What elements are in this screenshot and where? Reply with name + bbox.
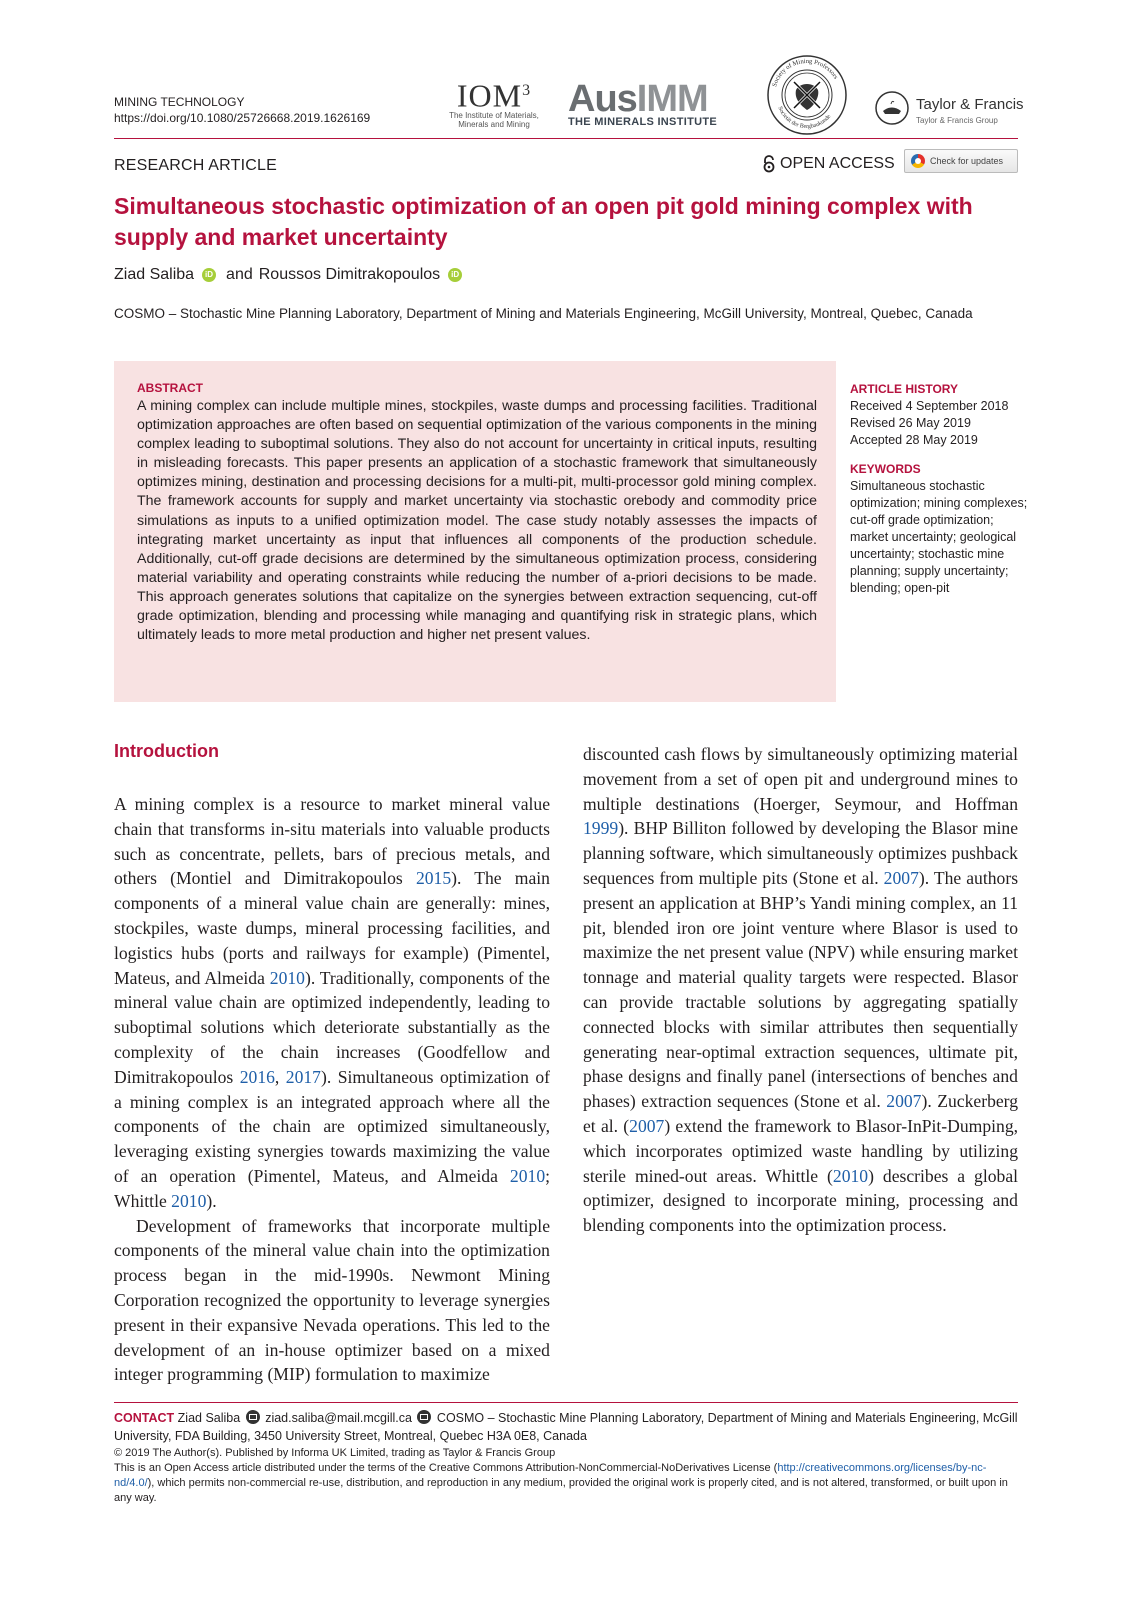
body-column-right	[583, 742, 1018, 1238]
citation-link[interactable]: 2010	[269, 967, 305, 988]
intro-paragraph-2-continued: discounted cash flows by simultaneously optimizing material movement from a set of open pit and underground mines to multiple destinations (Hoerger, Seymour, and Hoffman 1999). BHP Billiton followed by developing the Blasor mine planning software, which simultaneously optimizes pushback sequences from multiple pits (Stone et al. 2007). The authors present an application at BHP’s Yandi mining complex, an 11 pit, blended iron ore joint venture where Blasor is used to maximize the net present value (NPV) while ensuring market tonnage and material quality targets were respected. Blasor can provide tractable solutions by aggregating spatially connected blocks with similar attributes then sequentially generating near-optimal extraction sequences, ultimate pit, phase designs and finally panel (intersections of benches and phases) extraction sequences (Stone et al. 2007). Zuckerberg et al. (2007) extend the framework to Blasor-InPit-Dumping, which incorporates optimized waste handling by utilizing sterile mined-out areas. Whittle (2010) describes a global optimizer, designed to incorporate mining, processing and blending components into the optimization process.	[583, 744, 1019, 1236]
footer-rule	[114, 1402, 1018, 1403]
body-column-left	[114, 792, 550, 1387]
article-history-panel	[850, 381, 1030, 597]
license-text: This is an Open Access article distributed under the terms of the Creative Commons Attribution-NonCommercial-NoDerivatives License (http://creativecommons.org/licenses/by-nc-nd/4.0/), which permits non-commercial re-use, distribution, and reproduction in any medium, provided the original work is properly cited, and is not altered, transformed, or built upon in any way.	[114, 1462, 1008, 1504]
email-icon	[246, 1410, 260, 1424]
society-of-mining-professors-seal[interactable]	[766, 54, 848, 136]
author-conjunction: and	[226, 266, 253, 283]
contact-label: CONTACT	[114, 1411, 175, 1425]
author-list	[114, 266, 466, 284]
orcid-icon[interactable]: iD	[202, 268, 216, 282]
citation-link[interactable]: 2017	[285, 1066, 321, 1087]
svg-text:Societät der Bergbaukunde: Societät der Bergbaukunde	[776, 105, 833, 131]
citation-link[interactable]: 2010	[171, 1190, 207, 1211]
contact-name: Ziad Saliba	[177, 1411, 241, 1425]
open-access-label: OPEN ACCESS	[762, 155, 895, 173]
journal-name: MINING TECHNOLOGY	[114, 95, 245, 109]
journal-header	[114, 94, 370, 126]
article-title: Simultaneous stochastic optimization of an open pit gold mining complex with supply and market uncertainty	[114, 193, 973, 250]
keywords-heading: KEYWORDS	[850, 462, 921, 476]
ausimm-logo[interactable]: AusIMM THE MINERALS INSTITUTE	[568, 78, 717, 128]
copyright-notice	[114, 1446, 1024, 1506]
orcid-icon[interactable]: iD	[448, 268, 462, 282]
citation-link[interactable]: 2016	[239, 1066, 275, 1087]
address-icon	[417, 1410, 431, 1424]
article-type: RESEARCH ARTICLE	[114, 157, 277, 174]
citation-link[interactable]: 2010	[832, 1165, 869, 1186]
section-heading-introduction: Introduction	[114, 741, 219, 761]
author-name[interactable]: Ziad Saliba	[114, 266, 195, 283]
contact-info	[114, 1409, 1024, 1445]
accepted-date: Accepted 28 May 2019	[850, 433, 978, 447]
citation-link[interactable]: 2007	[886, 1091, 922, 1112]
open-lock-icon	[762, 155, 776, 173]
citation-link[interactable]: 2007	[883, 867, 919, 888]
contact-email[interactable]: ziad.saliba@mail.mcgill.ca	[265, 1411, 412, 1425]
copyright-line: © 2019 The Author(s). Published by Informa UK Limited, trading as Taylor & Francis Group	[114, 1447, 556, 1459]
citation-link[interactable]: 2015	[415, 868, 452, 889]
citation-link[interactable]: 2010	[509, 1165, 546, 1186]
check-for-updates-button[interactable]: Check for updates	[904, 149, 1018, 173]
crossmark-icon	[911, 154, 925, 168]
affiliation: COSMO – Stochastic Mine Planning Laboratory, Department of Mining and Materials Engineering, McGill University, Montreal, Quebec, Canada	[114, 306, 973, 321]
contact-address: COSMO – Stochastic Mine Planning Laboratory, Department of Mining and Materials Engineering, McGill University, FDA Building, 3450 University Street, Montreal, Quebec H3A 0E8, Canada	[114, 1411, 1018, 1443]
header-rule	[114, 138, 1018, 139]
received-date: Received 4 September 2018	[850, 399, 1009, 413]
article-history-heading: ARTICLE HISTORY	[850, 382, 959, 396]
citation-link[interactable]: 2007	[629, 1115, 665, 1136]
license-link[interactable]: http://creativecommons.org/licenses/by-nc-nd/4.0/	[114, 1462, 987, 1489]
abstract-text: A mining complex can include multiple mines, stockpiles, waste dumps and processing facilities. Traditional optimization approaches are often based on sequential optimization of the various components in the mining complex leading to suboptimal solutions. They also do not account for uncertainty in critical inputs, resulting in misleading forecasts. This paper presents an application of a stochastic framework that simultaneously optimizes mining, destination and processing decisions for a multi-pit, multi-processor gold mining complex. The framework accounts for supply and market uncertainty via stochastic orebody and commodity price simulations as inputs to a unified optimization model. The case study notably assesses the impacts of integrating market uncertainty as input that influences all components of the production schedule. Additionally, cut-off grade decisions are determined by the simultaneous optimization process, considering material variability and operating constraints while reducing the number of a-priori decisions to be made. This approach generates solutions that capitalize on the synergies between extraction sequencing, cut-off grade optimization, blending and processing while managing and quantifying risk in strategic plans, which ultimately leads to more metal production and higher net present values.	[137, 398, 817, 644]
taylor-francis-lamp-icon	[874, 90, 910, 126]
abstract-heading: ABSTRACT	[137, 381, 203, 395]
svg-text:Society of Mining Professors: Society of Mining Professors	[771, 57, 840, 88]
iom3-logo[interactable]: IOM$^3$ The Institute of Materials, Minerals and Mining	[449, 77, 539, 129]
publisher-logos	[446, 46, 1024, 136]
intro-paragraph-1: A mining complex is a resource to market mineral value chain that transforms in-situ materials into valuable products such as concentrate, pellets, bars of precious metals, and others (Montiel and Dimitrakopoulos 2015). The main components of a mineral value chain are generally: mines, stockpiles, waste dumps, mineral processing facilities, and logistics hubs (ports and railways for example) (Pimentel, Mateus, and Almeida 2010). Traditionally, components of the mineral value chain are optimized independently, leading to suboptimal solutions which deteriorate substantially as the complexity of the chain increases (Goodfellow and Dimitrakopoulos 2016, 2017). Simultaneous optimization of a mining complex is an integrated approach where all the components of the chain are optimized simultaneously, leveraging existing synergies towards maximizing the value of an operation (Pimentel, Mateus, and Almeida 2010; Whittle 2010).	[114, 794, 551, 1211]
intro-paragraph-2: Development of frameworks that incorporate multiple components of the mineral value chain into the optimization process began in the mid-1990s. Newmont Mining Corporation recognized the opportunity to leverage synergies present in their expansive Nevada operations. This led to the development of an in-house optimizer based on a mixed integer programming (MIP) formulation to maximize	[114, 1215, 551, 1385]
taylor-francis-logo[interactable]: Taylor & Francis Taylor & Francis Group	[874, 90, 1024, 131]
citation-link[interactable]: 1999	[583, 818, 619, 839]
doi-link[interactable]: https://doi.org/10.1080/25726668.2019.1626169	[114, 111, 371, 125]
revised-date: Revised 26 May 2019	[850, 416, 971, 430]
author-name[interactable]: Roussos Dimitrakopoulos	[258, 266, 441, 283]
keywords-list: Simultaneous stochastic optimization; mining complexes; cut-off grade optimization; market uncertainty; geological uncertainty; stochastic mine planning; supply uncertainty; blending; open-pit	[850, 479, 1028, 595]
